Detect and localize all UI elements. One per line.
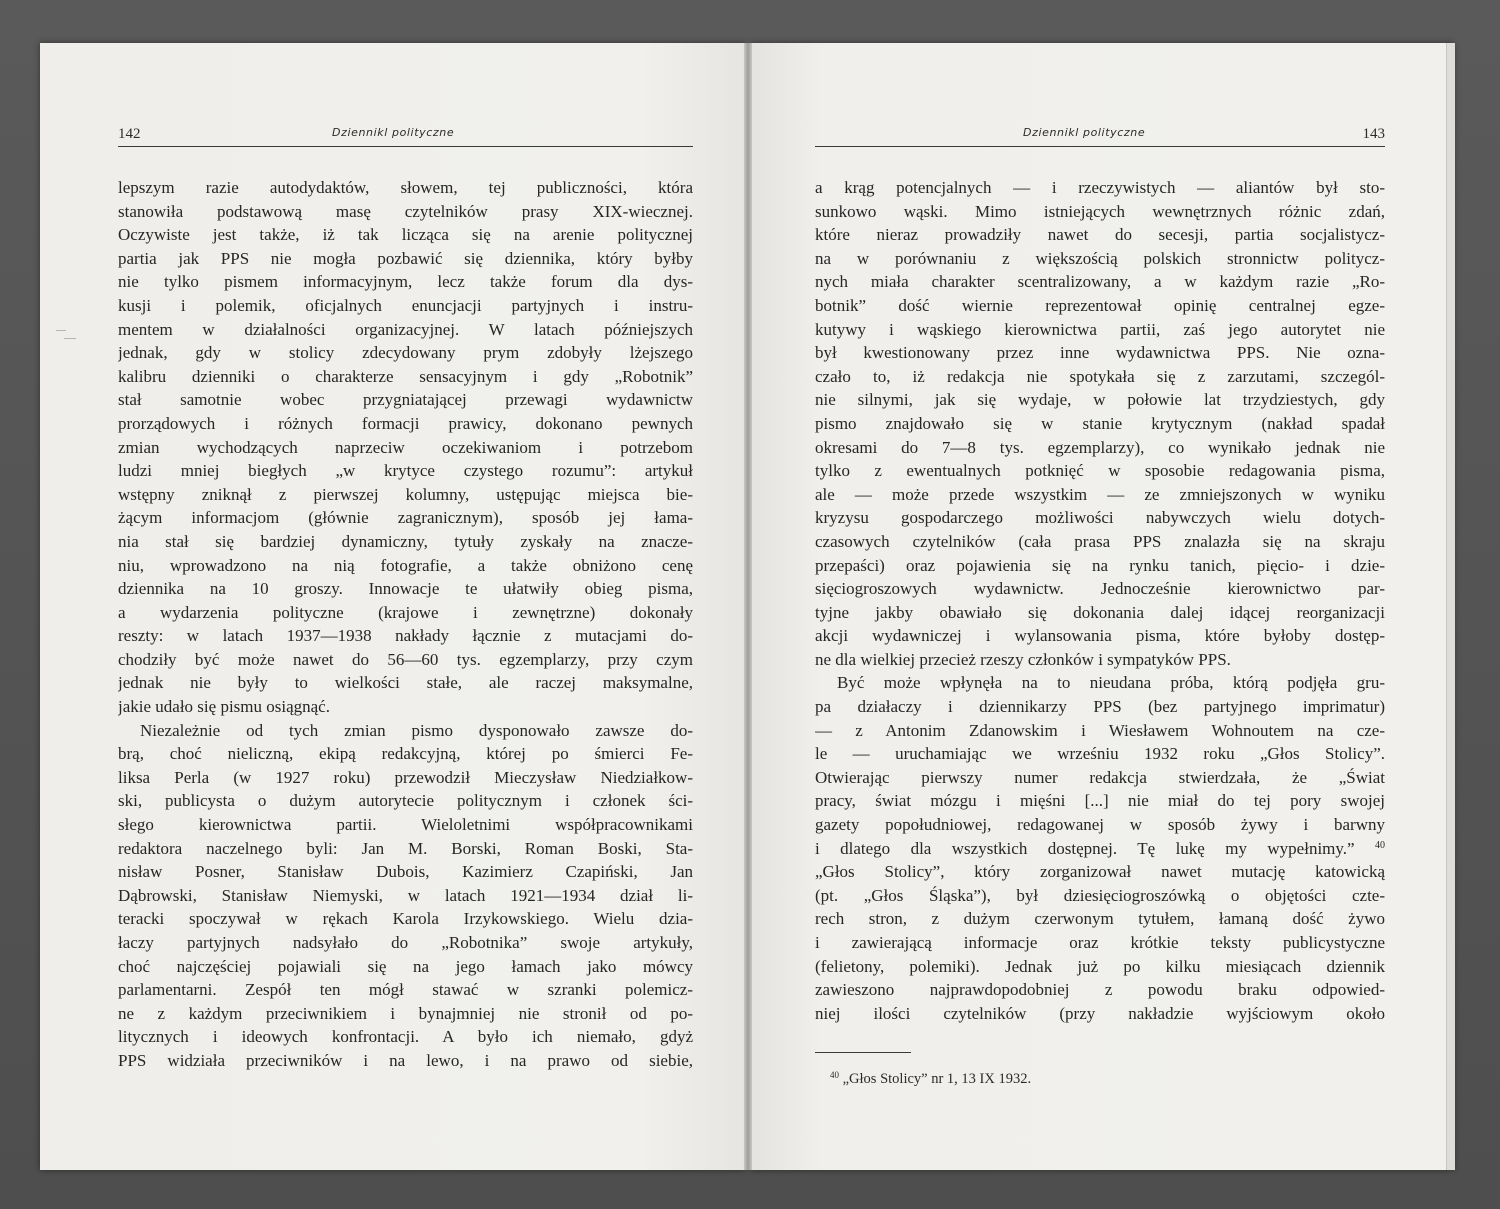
text-line: kalibru dzienniki o charakterze sensacyjnym i gdy „Robotnik” [118,366,693,386]
text-line: Otwierając pierwszy numer redakcja stwierdzała, że „Świat [815,767,1385,787]
text-line: a wydarzenia polityczne (krajowe i zewnętrzne) dokonały [118,602,693,622]
right-page-number: 143 [1362,126,1385,142]
text-line: Oczywiste jest także, iż tak licząca się na arenie politycznej [118,225,693,245]
text-line: botnik” dość wiernie reprezentował opinię centralnej egze- [815,295,1385,315]
text-line: jednak, gdy w stolicy zdecydowany prym zdobyły lżejszego [118,343,693,363]
text-line: okresami do 7—8 tys. egzemplarzy), co wynikało jednak nie [815,437,1385,457]
text-line: nisław Posner, Stanisław Dubois, Kazimierz Czapiński, Jan [118,862,693,882]
text-line: mentem w działalności organizacyjnej. W latach późniejszych [118,319,693,339]
scan-speck [56,330,66,331]
text-line: le — uruchamiając we wrześniu 1932 roku „Głos Stolicy”. [815,744,1385,764]
text-line: zawieszono najprawdopodobniej z powodu braku odpowied- [815,980,1385,1000]
text-line: PPS widziała przeciwników i na lewo, i na prawo od siebie, [118,1050,693,1070]
text-line: stał samotnie wobec przygniatającej przewagi wydawnictw [118,390,693,410]
scan-speck [64,338,76,339]
text-line: czasowych czytelników (cała prasa PPS znalazła się na skraju [815,531,1385,551]
text-line: ale — może przede wszystkim — ze zmniejszonych w wyniku [815,484,1385,504]
text-line: ski, publicysta o dużym autorytecie politycznym i członek ści- [118,791,693,811]
text-line: ne z każdym przeciwnikiem i bynajmniej nie stronił od po- [118,1003,693,1023]
text-line: kusji i polemik, oficjalnych enuncjacji partyjnych i instru- [118,295,693,315]
text-line: „Głos Stolicy”, który zorganizował nawet mutację katowicką [815,862,1385,882]
footnote-reference[interactable]: 40 [1375,839,1385,851]
text-line: przepaści) oraz pojawienia się na rynku tanich, pięcio- i dzie- [815,555,1385,575]
page-edge-strip [1446,43,1455,1170]
footnote-text: „Głos Stolicy” nr 1, 13 IX 1932. [842,1071,1032,1087]
right-body-text [815,176,1385,1025]
left-body-text [118,176,693,1073]
text-line: lepszym razie autodydaktów, słowem, tej publiczności, która [118,178,693,197]
right-running-head [815,122,1385,147]
left-running-head [118,122,693,147]
text-line: a krąg potencjalnych — i rzeczywistych — aliantów był sto- [815,178,1385,197]
text-line: rech stron, z dużym czerwonym tytułem, łamaną dość żywo [815,909,1385,929]
text-line: gazety popołudniowej, redagowanej w sposób żywy i barwny [815,815,1385,835]
text-line: (felietony, polemiki). Jednak już po kilku miesiącach dziennik [815,956,1385,976]
text-line: chodziły być może nawet do 56—60 tys. egzemplarzy, przy czym [118,649,693,669]
text-line: nych miała charakter scentralizowany, a w każdym razie „Ro- [815,272,1385,292]
text-line: jakie udało się pismu osiągnąć. [118,697,330,717]
text-line: był kwestionowany przez inne wydawnictwa PPS. Nie ozna- [815,343,1385,363]
text-line: ludzi mniej biegłych „w krytyce czystego rozumu”: artykuł [118,461,693,481]
text-line: czało to, iż redakcja nie spotykała się z zarzutami, szczegól- [815,366,1385,386]
text-line: stanowiła podstawową masę czytelników prasy XIX-wiecznej. [118,201,693,221]
text-line: teracki spoczywał w rękach Karola Irzykowskiego. Wielu dzia- [118,909,693,929]
text-line: ne dla wielkiej przecież rzeszy członków i sympatyków PPS. [815,649,1231,669]
text-line: kutywy i wąskiego kierownictwa partii, zaś jego autorytet nie [815,319,1385,339]
text-line: które nieraz prowadziły nawet do secesji, partia socjalistycz- [815,225,1385,245]
text-line: i zawierającą informacje oraz krótkie teksty publicystyczne [815,933,1385,952]
text-line: litycznych i ideowych konfrontacji. A było ich niemało, gdyż [118,1027,693,1047]
text-line [815,837,1385,861]
text-line: nie silnymi, jak się wydaje, w połowie lat trzydziestych, gdy [815,390,1385,410]
text-line: niu, wprowadzono na nią fotografie, a także obniżono cenę [118,555,693,575]
text-line: — z Antonim Zdanowskim i Wiesławem Wohnoutem na cze- [815,720,1385,740]
right-running-title: Dziennikl polityczne [1023,126,1146,139]
text-line-content: i dlatego dla wszystkich dostępnej. Tę lukę my wypełnimy.” [815,838,1355,858]
text-line: nia stał się bardziej dynamiczny, tytuły zyskały na znacze- [118,531,693,551]
text-line: prorządowych i różnych formacji prawicy, dokonano pewnych [118,413,693,433]
text-line: jednak nie były to wielkości stałe, ale raczej maksymalne, [118,673,693,693]
text-line: akcji wydawniczej i wylansowania pisma, które byłoby dostęp- [815,626,1385,646]
left-running-title: Dziennikl polityczne [332,126,455,139]
text-line: parlamentarni. Zespół ten mógł stawać w szranki polemicz- [118,980,693,1000]
text-line: na w porównaniu z większością polskich stronnictw politycz- [815,248,1385,268]
text-line: łaczy partyjnych nadsyłało do „Robotnika” swoje artykuły, [118,933,693,952]
text-line: dziennika na 10 groszy. Innowacje te ułatwiły obieg pisma, [118,579,693,599]
text-line: Niezależnie od tych zmian pismo dysponowało zawsze do- [140,720,693,740]
text-line: zmian wychodzących naprzeciw oczekiwaniom i potrzebom [118,437,693,457]
text-line: kryzysu gospodarczego możliwości nabywczych wielu dotych- [815,508,1385,528]
text-line: liksa Perla (w 1927 roku) przewodził Mieczysław Niedziałkow- [118,767,693,787]
book-gutter [744,43,752,1170]
text-line: pa działaczy i dziennikarzy PPS (bez partyjnego imprimatur) [815,697,1385,717]
text-line: Dąbrowski, Stanisław Niemyski, w latach 1921—1934 dział li- [118,885,693,905]
text-line: redaktora naczelnego byli: Jan M. Borski, Roman Boski, Sta- [118,838,693,858]
footnote-number: 40 [830,1070,839,1080]
left-page-number: 142 [118,126,141,142]
text-line: reszty: w latach 1937—1938 nakłady łącznie z mutacjami do- [118,626,693,646]
text-line: słego kierownictwa partii. Wieloletnimi współpracownikami [118,815,693,835]
text-line: (pt. „Głos Śląska”), był dziesięciogroszówką o objętości czte- [815,885,1385,905]
text-line: Być może wpłynęła na to nieudana próba, którą podjęła gru- [837,673,1385,693]
text-line: partia jak PPS nie mogła pozbawić się dziennika, który byłby [118,248,693,268]
text-line: tylko z ewentualnych potknięć w sposobie redagowania pisma, [815,461,1385,481]
text-line: choć najczęściej pojawiali się na jego łamach jako mówcy [118,956,693,976]
text-line: tyjne jakby obawiało się dokonania dalej idącej reorganizacji [815,602,1385,622]
footnote [830,1070,1031,1088]
text-line: nie tylko pismem informacyjnym, lecz także forum dla dys- [118,272,693,292]
text-line: pismo znajdowało się w stanie krytycznym (nakład spadał [815,413,1385,433]
text-line: sięciogroszowych wydawnictw. Jednocześnie kierownictwo par- [815,579,1385,599]
text-line: niej ilości czytelników (przy nakładzie wyjściowym około [815,1003,1385,1023]
text-line: wstępny zniknął z pierwszej kolumny, ustępując miejsca bie- [118,484,693,504]
text-line: sunkowo wąski. Mimo istniejących wewnętrznych różnic zdań, [815,201,1385,221]
text-line: żącym informacjom (głównie zagranicznym), sposób jej łama- [118,508,693,528]
text-line: pracy, świat mózgu i mięśni [...] nie miał do tej pory swojej [815,791,1385,811]
footnote-rule [815,1052,911,1053]
text-line: brą, choć nieliczną, ekipą redakcyjną, której po śmierci Fe- [118,744,693,764]
